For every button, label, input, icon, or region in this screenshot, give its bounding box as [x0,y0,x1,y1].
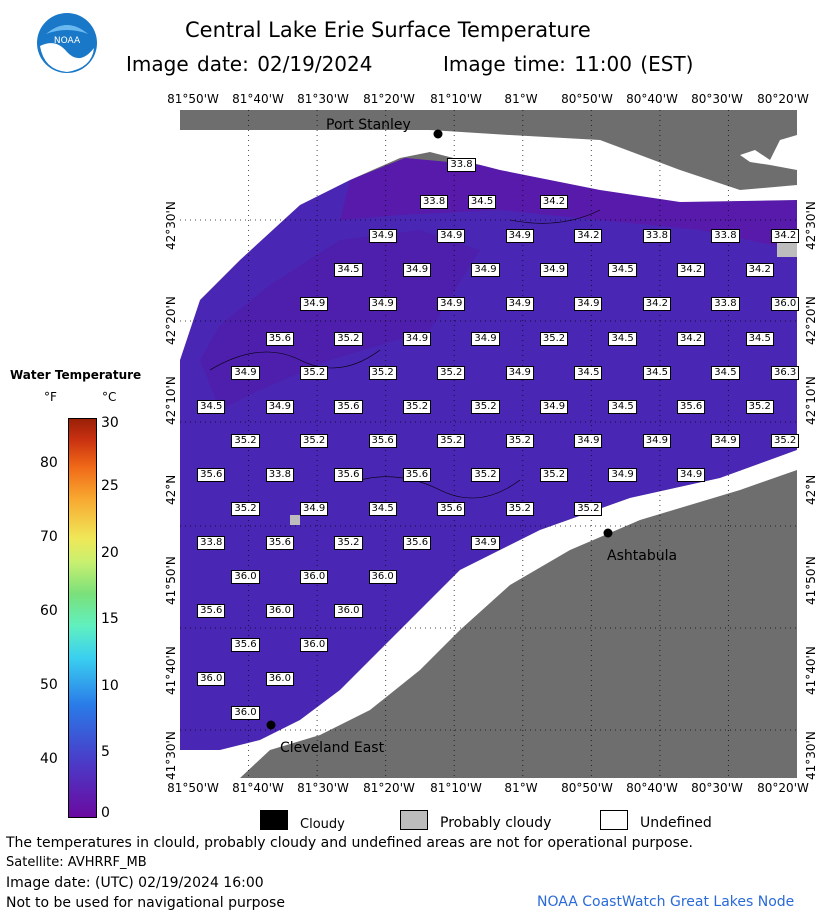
temperature-value: 33.8 [197,536,225,550]
city-label-cleveland-east: Cleveland East [280,740,385,756]
temperature-value: 35.6 [677,400,705,414]
longitude-label: 80°40'W [626,781,678,795]
temperature-value: 34.2 [574,229,602,243]
temperature-value: 34.5 [711,366,739,380]
temperature-colorbar [68,418,97,818]
longitude-label: 81°10'W [430,92,482,106]
footer-satellite: Satellite: AVHRRF_MB [6,855,147,870]
temperature-value: 35.2 [540,332,568,346]
temperature-value: 33.8 [711,229,739,243]
longitude-label: 81°W [504,781,538,795]
footer-credit: NOAA CoastWatch Great Lakes Node [537,894,795,910]
temperature-value: 36.0 [369,570,397,584]
longitude-label: 81°20'W [363,781,415,795]
temperature-value: 34.2 [677,263,705,277]
latitude-label: 42°N [804,474,818,505]
latitude-label: 41°40'N [804,646,818,695]
footer-disclaimer: The temperatures in clould, probably cloudy and undefined areas are not for operational purpose. [6,835,693,851]
temperature-value: 34.5 [608,400,636,414]
temperature-value: 35.6 [334,400,362,414]
temperature-value: 35.2 [300,434,328,448]
temperature-value: 35.2 [471,400,499,414]
longitude-label: 80°30'W [691,92,743,106]
longitude-label: 80°40'W [626,92,678,106]
temperature-value: 34.9 [506,229,534,243]
temperature-value: 34.2 [771,229,799,243]
temperature-value: 34.5 [334,263,362,277]
temperature-value: 36.0 [771,297,799,311]
temperature-value: 34.5 [369,502,397,516]
probably-cloudy-swatch [400,810,428,830]
temperature-value: 36.3 [771,366,799,380]
temperature-value: 33.8 [447,158,475,172]
temperature-value: 34.9 [471,536,499,550]
colorbar-tick-c: 20 [101,545,119,561]
temperature-value: 35.2 [540,468,568,482]
temperature-value: 34.9 [369,229,397,243]
footer-utc-date: Image date: (UTC) 02/19/2024 16:00 [6,875,264,891]
colorbar-tick-c: 10 [101,678,119,694]
temperature-value: 35.2 [746,400,774,414]
longitude-label: 80°50'W [561,781,613,795]
temperature-value: 35.6 [197,468,225,482]
longitude-label: 80°30'W [691,781,743,795]
temperature-value: 35.6 [369,434,397,448]
temperature-value: 35.2 [231,434,259,448]
temperature-value: 34.5 [746,332,774,346]
map-title: Central Lake Erie Surface Temperature [185,18,591,42]
longitude-label: 81°40'W [232,92,284,106]
longitude-label: 80°20'W [757,92,809,106]
colorbar-tick-f: 50 [40,677,58,693]
latitude-label: 41°50'N [164,556,178,605]
city-label-port-stanley: Port Stanley [326,117,411,133]
colorbar-unit-f: °F [44,390,57,404]
latitude-label: 41°30'N [804,731,818,780]
longitude-label: 81°20'W [363,92,415,106]
longitude-label: 81°30'W [297,92,349,106]
temperature-value: 34.9 [711,434,739,448]
colorbar-unit-c: °C [102,390,117,404]
longitude-label: 81°10'W [430,781,482,795]
temperature-value: 35.6 [403,468,431,482]
latitude-label: 41°30'N [164,731,178,780]
temperature-value: 34.9 [266,400,294,414]
temperature-value: 35.6 [403,536,431,550]
temperature-value: 36.0 [300,570,328,584]
temperature-value: 34.9 [540,400,568,414]
temperature-value: 36.0 [231,706,259,720]
temperature-value: 34.2 [677,332,705,346]
colorbar-tick-c: 25 [101,478,119,494]
temperature-value: 34.9 [437,297,465,311]
temperature-value: 34.9 [403,263,431,277]
temperature-value: 35.2 [437,434,465,448]
image-date: Image date: 02/19/2024 [126,52,373,76]
temperature-value: 34.9 [300,502,328,516]
temperature-value: 34.9 [231,366,259,380]
temperature-value: 34.9 [471,332,499,346]
temperature-value: 35.2 [231,502,259,516]
temperature-value: 35.6 [197,604,225,618]
temperature-value: 34.5 [197,400,225,414]
colorbar-tick-c: 5 [101,744,110,760]
image-time: Image time: 11:00 (EST) [443,52,694,76]
temperature-value: 34.9 [574,297,602,311]
temperature-value: 35.2 [506,434,534,448]
temperature-value: 34.9 [608,468,636,482]
temperature-value: 35.2 [334,536,362,550]
temperature-value: 35.6 [334,468,362,482]
latitude-label: 41°40'N [164,646,178,695]
temperature-value: 36.0 [266,604,294,618]
temperature-value: 36.0 [266,672,294,686]
temperature-value: 34.5 [608,332,636,346]
temperature-value: 36.0 [300,638,328,652]
temperature-value: 34.9 [574,434,602,448]
temperature-value: 35.2 [771,434,799,448]
temperature-value: 34.5 [574,366,602,380]
temperature-value: 34.2 [643,297,671,311]
colorbar-tick-f: 70 [40,529,58,545]
temperature-value: 36.0 [197,672,225,686]
longitude-label: 80°20'W [757,781,809,795]
temperature-value: 33.8 [266,468,294,482]
colorbar-tick-c: 15 [101,611,119,627]
colorbar-tick-f: 80 [40,455,58,471]
temperature-value: 35.2 [300,366,328,380]
undefined-swatch [600,810,628,830]
longitude-label: 81°30'W [297,781,349,795]
temperature-value: 35.2 [403,400,431,414]
temperature-value: 35.2 [437,366,465,380]
colorbar-tick-c: 30 [101,415,119,431]
temperature-value: 35.6 [266,332,294,346]
temperature-value: 34.9 [369,297,397,311]
latitude-label: 42°20'N [804,296,818,345]
temperature-value: 34.9 [540,263,568,277]
temperature-value: 35.6 [231,638,259,652]
cloudy-label: Cloudy [300,817,345,832]
longitude-label: 81°W [504,92,538,106]
temperature-value: 35.2 [574,502,602,516]
temperature-value: 34.9 [643,434,671,448]
colorbar-tick-c: 0 [101,805,110,821]
temperature-value: 35.2 [369,366,397,380]
latitude-label: 42°30'N [804,201,818,250]
temperature-value: 34.9 [403,332,431,346]
temperature-value: 34.9 [506,366,534,380]
temperature-value: 33.8 [420,195,448,209]
latitude-label: 42°20'N [164,296,178,345]
temperature-value: 34.9 [471,263,499,277]
colorbar-tick-f: 40 [40,751,58,767]
temperature-value: 36.0 [231,570,259,584]
temperature-labels [180,110,797,778]
temperature-value: 34.5 [608,263,636,277]
temperature-value: 34.2 [746,263,774,277]
temperature-value: 33.8 [643,229,671,243]
latitude-label: 41°50'N [804,556,818,605]
temperature-value: 36.0 [334,604,362,618]
longitude-label: 81°50'W [167,781,219,795]
latitude-label: 42°10'N [164,376,178,425]
colorbar-title: Water Temperature [10,368,142,382]
footer-navigation-warning: Not to be used for navigational purpose [6,895,285,911]
city-label-ashtabula: Ashtabula [607,548,678,564]
temperature-value: 34.5 [643,366,671,380]
longitude-label: 81°50'W [167,92,219,106]
temperature-value: 34.5 [468,195,496,209]
probably-cloudy-label: Probably cloudy [440,815,552,831]
latitude-label: 42°30'N [164,201,178,250]
temperature-value: 34.9 [300,297,328,311]
temperature-value: 35.6 [437,502,465,516]
colorbar-tick-f: 60 [40,603,58,619]
temperature-value: 33.8 [711,297,739,311]
temperature-value: 34.9 [437,229,465,243]
noaa-logo [36,12,98,74]
temperature-value: 35.2 [506,502,534,516]
logo-text: NOAA [53,36,81,46]
temperature-value: 34.9 [506,297,534,311]
undefined-label: Undefined [640,815,712,831]
temperature-value: 35.2 [334,332,362,346]
latitude-label: 42°10'N [804,376,818,425]
longitude-label: 80°50'W [561,92,613,106]
longitude-label: 81°40'W [232,781,284,795]
temperature-value: 34.2 [540,195,568,209]
cloudy-swatch [260,810,288,830]
temperature-value: 35.2 [471,468,499,482]
temperature-value: 34.9 [677,468,705,482]
temperature-value: 35.6 [266,536,294,550]
latitude-label: 42°N [164,474,178,505]
